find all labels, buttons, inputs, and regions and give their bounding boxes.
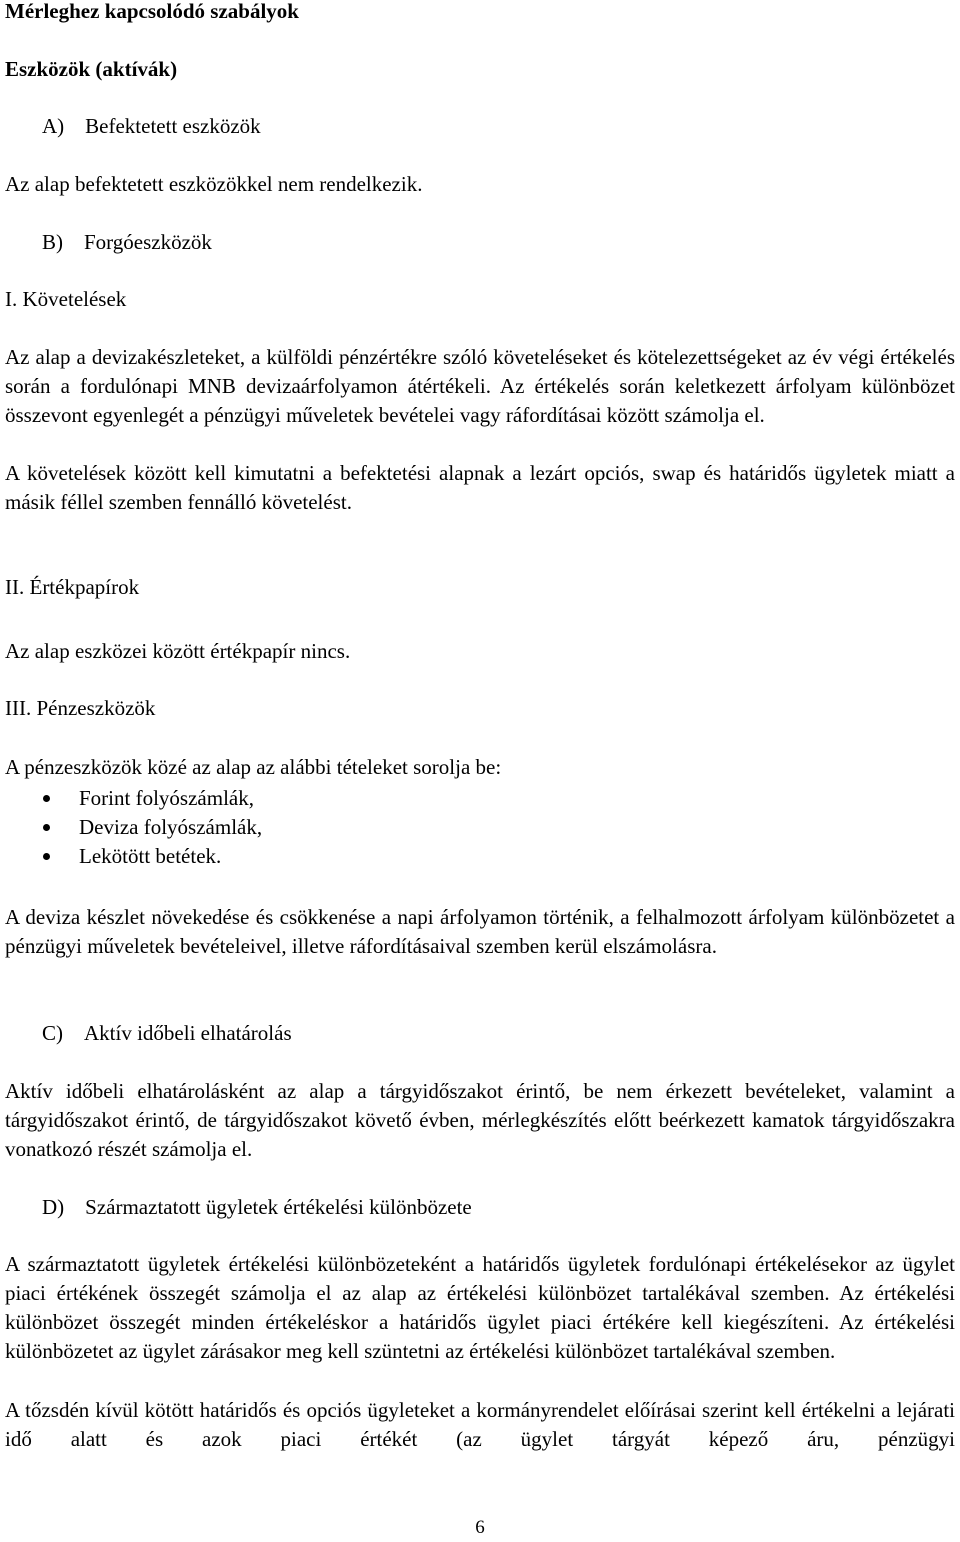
bullet-icon: [43, 824, 50, 831]
section-d-paragraph-1: A származtatott ügyletek értékelési különbözeteként a határidős ügyletek fordulónapi értékelésekor az ügylet piaci értékének összegét számolja el az alap az értékelési különbözet tartalékával szemben. Az értékelési különbözet összegét minden értékeléskor a határidős ügylet piaci értékére kell kiegészíteni. Az értékelési különbözetet az ügylet zárásakor meg kell szüntetni az értékelési különbözet tartalékával szemben.: [5, 1252, 955, 1363]
bullet-icon: [43, 795, 50, 802]
cash-items-list: [43, 784, 262, 871]
section-b-heading: B) Forgóeszközök: [42, 230, 212, 254]
section-d-heading: D) Származtatott ügyletek értékelési különbözete: [42, 1195, 472, 1219]
receivables-paragraph-1: Az alap a devizakészleteket, a külföldi pénzértékre szóló követeléseket és kötelezettségeket az év végi értékelés során a fordulónapi MNB devizaárfolyamon átértékeli. Az értékelés során keletkezett árfolyam különbözet összevont egyenlegét a pénzügyi műveletek bevételei vagy ráfordításai között számolja el.: [5, 345, 955, 427]
section-a-text: Az alap befektetett eszközökkel nem rendelkezik.: [5, 172, 423, 196]
page-title: Mérleghez kapcsolódó szabályok: [5, 0, 299, 23]
bullet-icon: [43, 853, 50, 860]
securities-text: Az alap eszközei között értékpapír nincs.: [5, 639, 351, 663]
receivables-heading: I. Követelések: [5, 287, 127, 311]
cash-intro: A pénzeszközök közé az alap az alábbi tételeket sorolja be:: [5, 755, 502, 779]
securities-heading: II. Értékpapírok: [5, 575, 140, 599]
page-number: 6: [475, 1517, 485, 1538]
section-c-heading: C) Aktív időbeli elhatárolás: [42, 1021, 292, 1045]
cash-heading: III. Pénzeszközök: [5, 696, 156, 720]
list-item: Lekötött betétek.: [43, 842, 262, 871]
section-a-heading: A) Befektetett eszközök: [42, 114, 261, 138]
list-item: Forint folyószámlák,: [43, 784, 262, 813]
assets-heading: Eszközök (aktívák): [5, 57, 178, 81]
section-c-text: Aktív időbeli elhatárolásként az alap a tárgyidőszakot érintő, be nem érkezett bevételeket, valamint a tárgyidőszakot érintő, de tárgyidőszakot követő évben, mérlegkészítés előtt beérkezett kamatok tárgyidőszakra vonatkozó részét számolja el.: [5, 1079, 955, 1161]
list-item: Deviza folyószámlák,: [43, 813, 262, 842]
receivables-paragraph-2: A követelések között kell kimutatni a befektetési alapnak a lezárt opciós, swap és határidős ügyletek miatt a másik féllel szemben fennálló követelést.: [5, 461, 955, 514]
section-d-paragraph-2: A tőzsdén kívül kötött határidős és opciós ügyleteket a kormányrendelet előírásai szerint kell értékelni a lejárati idő alatt és azok piaci értékét (az ügylet tárgyát képező áru, pénzügyi: [5, 1398, 955, 1451]
cash-paragraph: A deviza készlet növekedése és csökkenése a napi árfolyamon történik, a felhalmozott árfolyam különbözetet a pénzügyi műveletek bevételeivel, illetve ráfordításaival szemben kerül elszámolásra.: [5, 905, 955, 958]
